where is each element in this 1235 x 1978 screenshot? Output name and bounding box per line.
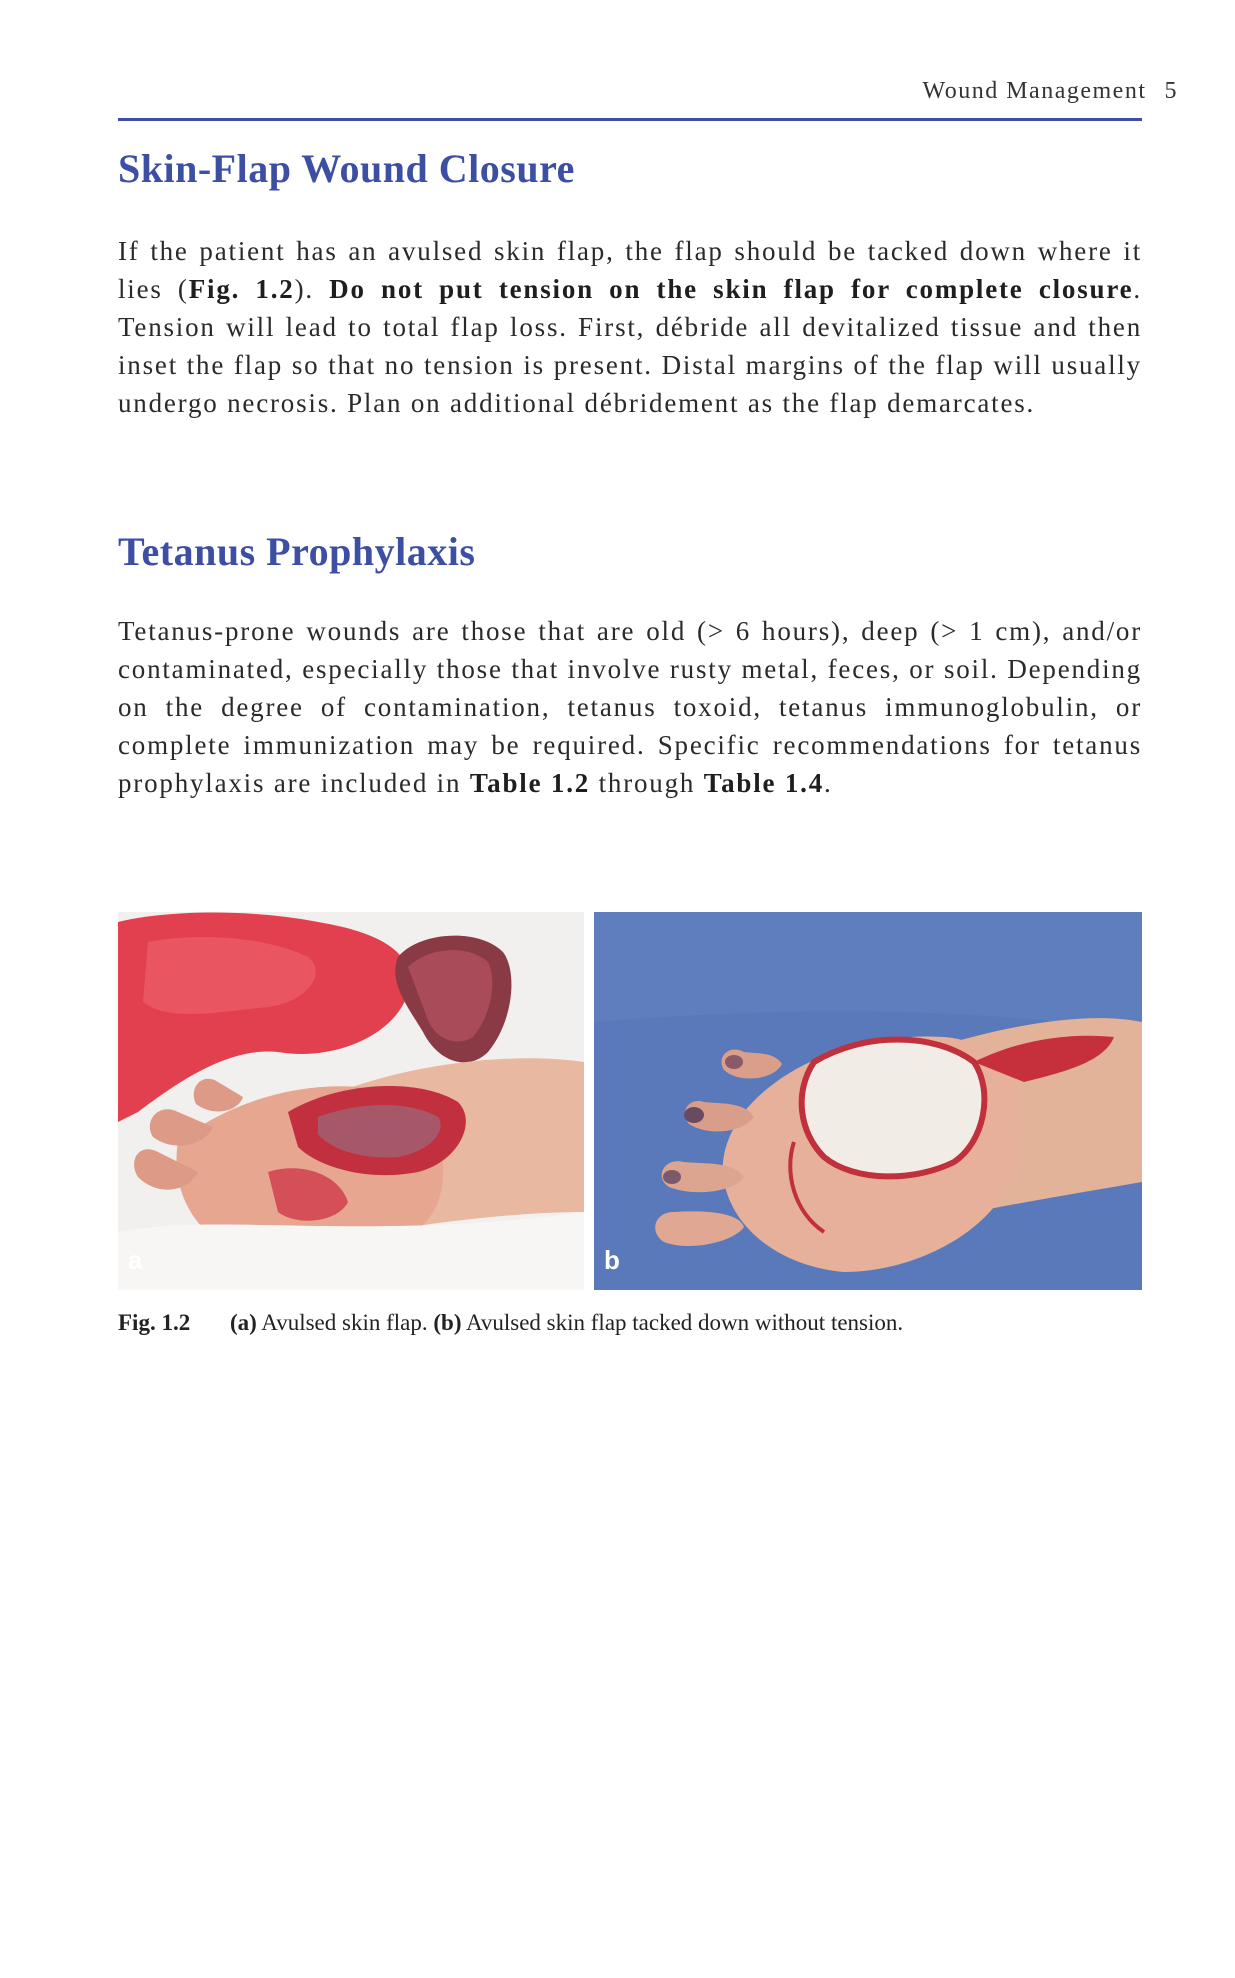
text-run: . Tension will lead to total flap loss. First, débride all devitalized tissue and then inset the flap so that no tension is present. Distal margins of the flap will usually undergo necrosis. Plan on additional débridement as the flap demarcates. [118, 274, 1142, 418]
page-number: 5 [1164, 78, 1178, 104]
table-reference: Table 1.4 [703, 768, 824, 798]
figure-reference: Fig. 1.2 [188, 274, 295, 304]
section-title-tetanus: Tetanus Prophylaxis [118, 529, 476, 574]
wound-photo-b [594, 912, 1142, 1290]
running-title: Wound Management [922, 78, 1147, 104]
caption-tag-a: (a) [230, 1310, 257, 1335]
panel-label-a: a [128, 1245, 143, 1275]
running-head [118, 78, 1178, 105]
caption-tag-b: (b) [433, 1310, 462, 1335]
figure-caption [118, 1310, 1142, 1336]
text-run: . [824, 768, 833, 798]
text-run: through [590, 768, 704, 798]
panel-label-b: b [604, 1245, 620, 1275]
table-reference: Table 1.2 [469, 768, 591, 798]
section-title-skin-flap: Skin-Flap Wound Closure [118, 146, 575, 191]
header-rule [118, 118, 1142, 121]
paragraph-tetanus [118, 612, 1142, 802]
figure-photo-a [118, 912, 584, 1290]
text-run: If the patient has an avulsed skin flap, the flap should be tacked down where it lies ( [118, 236, 1142, 304]
figure-photo-b [594, 912, 1142, 1290]
paragraph-skin-flap [118, 232, 1142, 422]
caption-text-b: Avulsed skin flap tacked down without tension. [461, 1310, 904, 1335]
caption-figure-label: Fig. 1.2 [118, 1310, 191, 1335]
caption-text-a: Avulsed skin flap. [256, 1310, 434, 1335]
wound-photo-a [118, 912, 584, 1290]
text-run: ). [294, 274, 330, 304]
text-run: Tetanus-prone wounds are those that are old (> 6 hours), deep (> 1 cm), and/or contaminated, especially those that involve rusty metal, feces, or soil. Depending on the degree of contamination, tetanus toxoid, tetanus immunoglobulin, or complete immunization may be required. Specific recommendations for tetanus prophylaxis are included in [118, 616, 1142, 798]
emphasis-warning: Do not put tension on the skin flap for complete closure [329, 274, 1134, 304]
